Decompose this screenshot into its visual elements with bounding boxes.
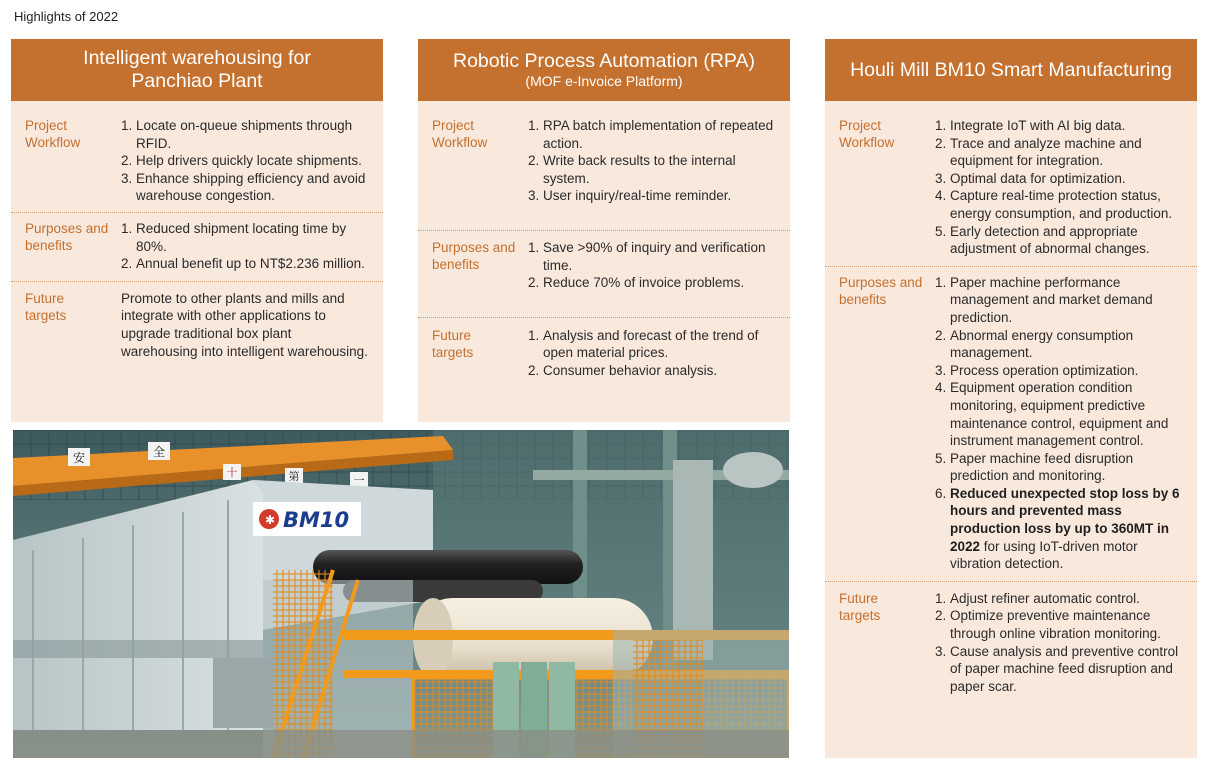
section-future <box>418 317 790 380</box>
card-title: Robotic Process Automation (RPA) <box>452 50 755 72</box>
card-title: Intelligent warehousing for Panchiao Plant <box>83 47 311 92</box>
workflow-list <box>121 117 369 205</box>
card-title: Houli Mill BM10 Smart Manufacturing <box>850 58 1172 81</box>
list-item: 5. Early detection and appropriate adjustment of abnormal changes. <box>950 223 1183 258</box>
platform-box <box>213 658 273 728</box>
future-list <box>935 590 1183 696</box>
future-list <box>528 327 776 380</box>
section-label: Future targets <box>25 290 67 323</box>
section-label: Future targets <box>839 590 881 623</box>
section-label: Project Workflow <box>25 118 81 150</box>
list-item: 2. Consumer behavior analysis. <box>543 362 776 380</box>
section-label: Purposes and benefits <box>432 239 516 272</box>
section-workflow <box>11 101 383 212</box>
card-bm10 <box>825 39 1197 758</box>
list-item: 1. Save >90% of inquiry and verification time. <box>543 239 776 274</box>
bold-highlight: Reduced unexpected stop loss by 6 hours and prevented mass production loss by up to 360MT in 2022 <box>950 485 1180 554</box>
bm10-label: BM10 <box>283 508 350 532</box>
list-item: 2. Annual benefit up to NT$2.236 million. <box>136 255 369 273</box>
page-title: Highlights of 2022 <box>14 9 119 24</box>
list-item: 2. Help drivers quickly locate shipments. <box>136 152 369 170</box>
list-item <box>950 485 1183 573</box>
banner-char: 十 <box>226 466 238 479</box>
list-item: 1. Adjust refiner automatic control. <box>950 590 1183 608</box>
list-item: 2. Write back results to the internal system. <box>543 152 776 187</box>
section-benefits <box>11 212 383 281</box>
duct-bend <box>723 452 783 488</box>
list-item: 1. Analysis and forecast of the trend of open material prices. <box>543 327 776 362</box>
benefits-list <box>935 274 1183 573</box>
list-item: 5. Paper machine feed disruption prediction and monitoring. <box>950 450 1183 485</box>
factory-photo <box>13 430 789 758</box>
list-item: 4. Capture real-time protection status, energy consumption, and production. <box>950 187 1183 222</box>
banner-char: 第 <box>288 470 300 483</box>
card-warehousing <box>11 39 383 422</box>
list-item: 3. User inquiry/real-time reminder. <box>543 187 776 205</box>
hood-base <box>13 640 263 658</box>
future-text: Promote to other plants and mills and integrate with other applications to upgrade traditional box plant warehousing into intelligent warehousing. <box>121 290 368 359</box>
list-item: 2. Optimize preventive maintenance through online vibration monitoring. <box>950 607 1183 642</box>
section-future <box>11 281 383 360</box>
banner-char: 安 <box>72 451 86 465</box>
section-label: Project Workflow <box>839 118 895 150</box>
workflow-list <box>528 117 776 205</box>
list-item: 1. RPA batch implementation of repeated action. <box>543 117 776 152</box>
section-label: Project Workflow <box>432 118 488 150</box>
section-workflow <box>418 101 790 230</box>
highlight-rest: for using IoT-driven motor vibration detection. <box>950 538 1138 572</box>
card-rpa <box>418 39 790 422</box>
svg-text:✱: ✱ <box>265 513 276 527</box>
card-header <box>418 39 790 101</box>
section-label: Purposes and benefits <box>839 274 923 307</box>
section-benefits <box>418 230 790 317</box>
dark-roll <box>313 550 583 584</box>
list-item: 3. Process operation optimization. <box>950 362 1183 380</box>
section-workflow <box>825 101 1197 266</box>
list-item: 1. Integrate IoT with AI big data. <box>950 117 1183 135</box>
factory-illustration <box>13 430 789 758</box>
card-header <box>825 39 1197 101</box>
list-item: 2. Reduce 70% of invoice problems. <box>543 274 776 292</box>
list-item: 3. Cause analysis and preventive control of paper machine feed disruption and paper scar. <box>950 643 1183 696</box>
list-item: 4. Equipment operation condition monitoring, equipment predictive maintenance control, equipment and instrument management control. <box>950 379 1183 449</box>
section-label: Purposes and benefits <box>25 220 109 253</box>
list-item: 3. Optimal data for optimization. <box>950 170 1183 188</box>
section-benefits <box>825 266 1197 581</box>
list-item: 3. Enhance shipping efficiency and avoid warehouse congestion. <box>136 170 369 205</box>
section-future <box>825 581 1197 696</box>
floor <box>13 730 789 758</box>
list-item: 1. Reduced shipment locating time by 80%. <box>136 220 369 255</box>
list-item: 2. Abnormal energy consumption management. <box>950 327 1183 362</box>
banner-char: 一 <box>353 474 365 487</box>
list-item: 2. Trace and analyze machine and equipment for integration. <box>950 135 1183 170</box>
section-label: Future targets <box>432 327 474 360</box>
workflow-list <box>935 117 1183 258</box>
card-subtitle: (MOF e-Invoice Platform) <box>525 73 683 89</box>
list-item: 1. Paper machine performance management and market demand prediction. <box>950 274 1183 327</box>
benefits-list <box>121 220 369 273</box>
list-item: 1. Locate on-queue shipments through RFID. <box>136 117 369 152</box>
banner-char: 全 <box>152 445 166 459</box>
card-header <box>11 39 383 101</box>
benefits-list <box>528 239 776 292</box>
